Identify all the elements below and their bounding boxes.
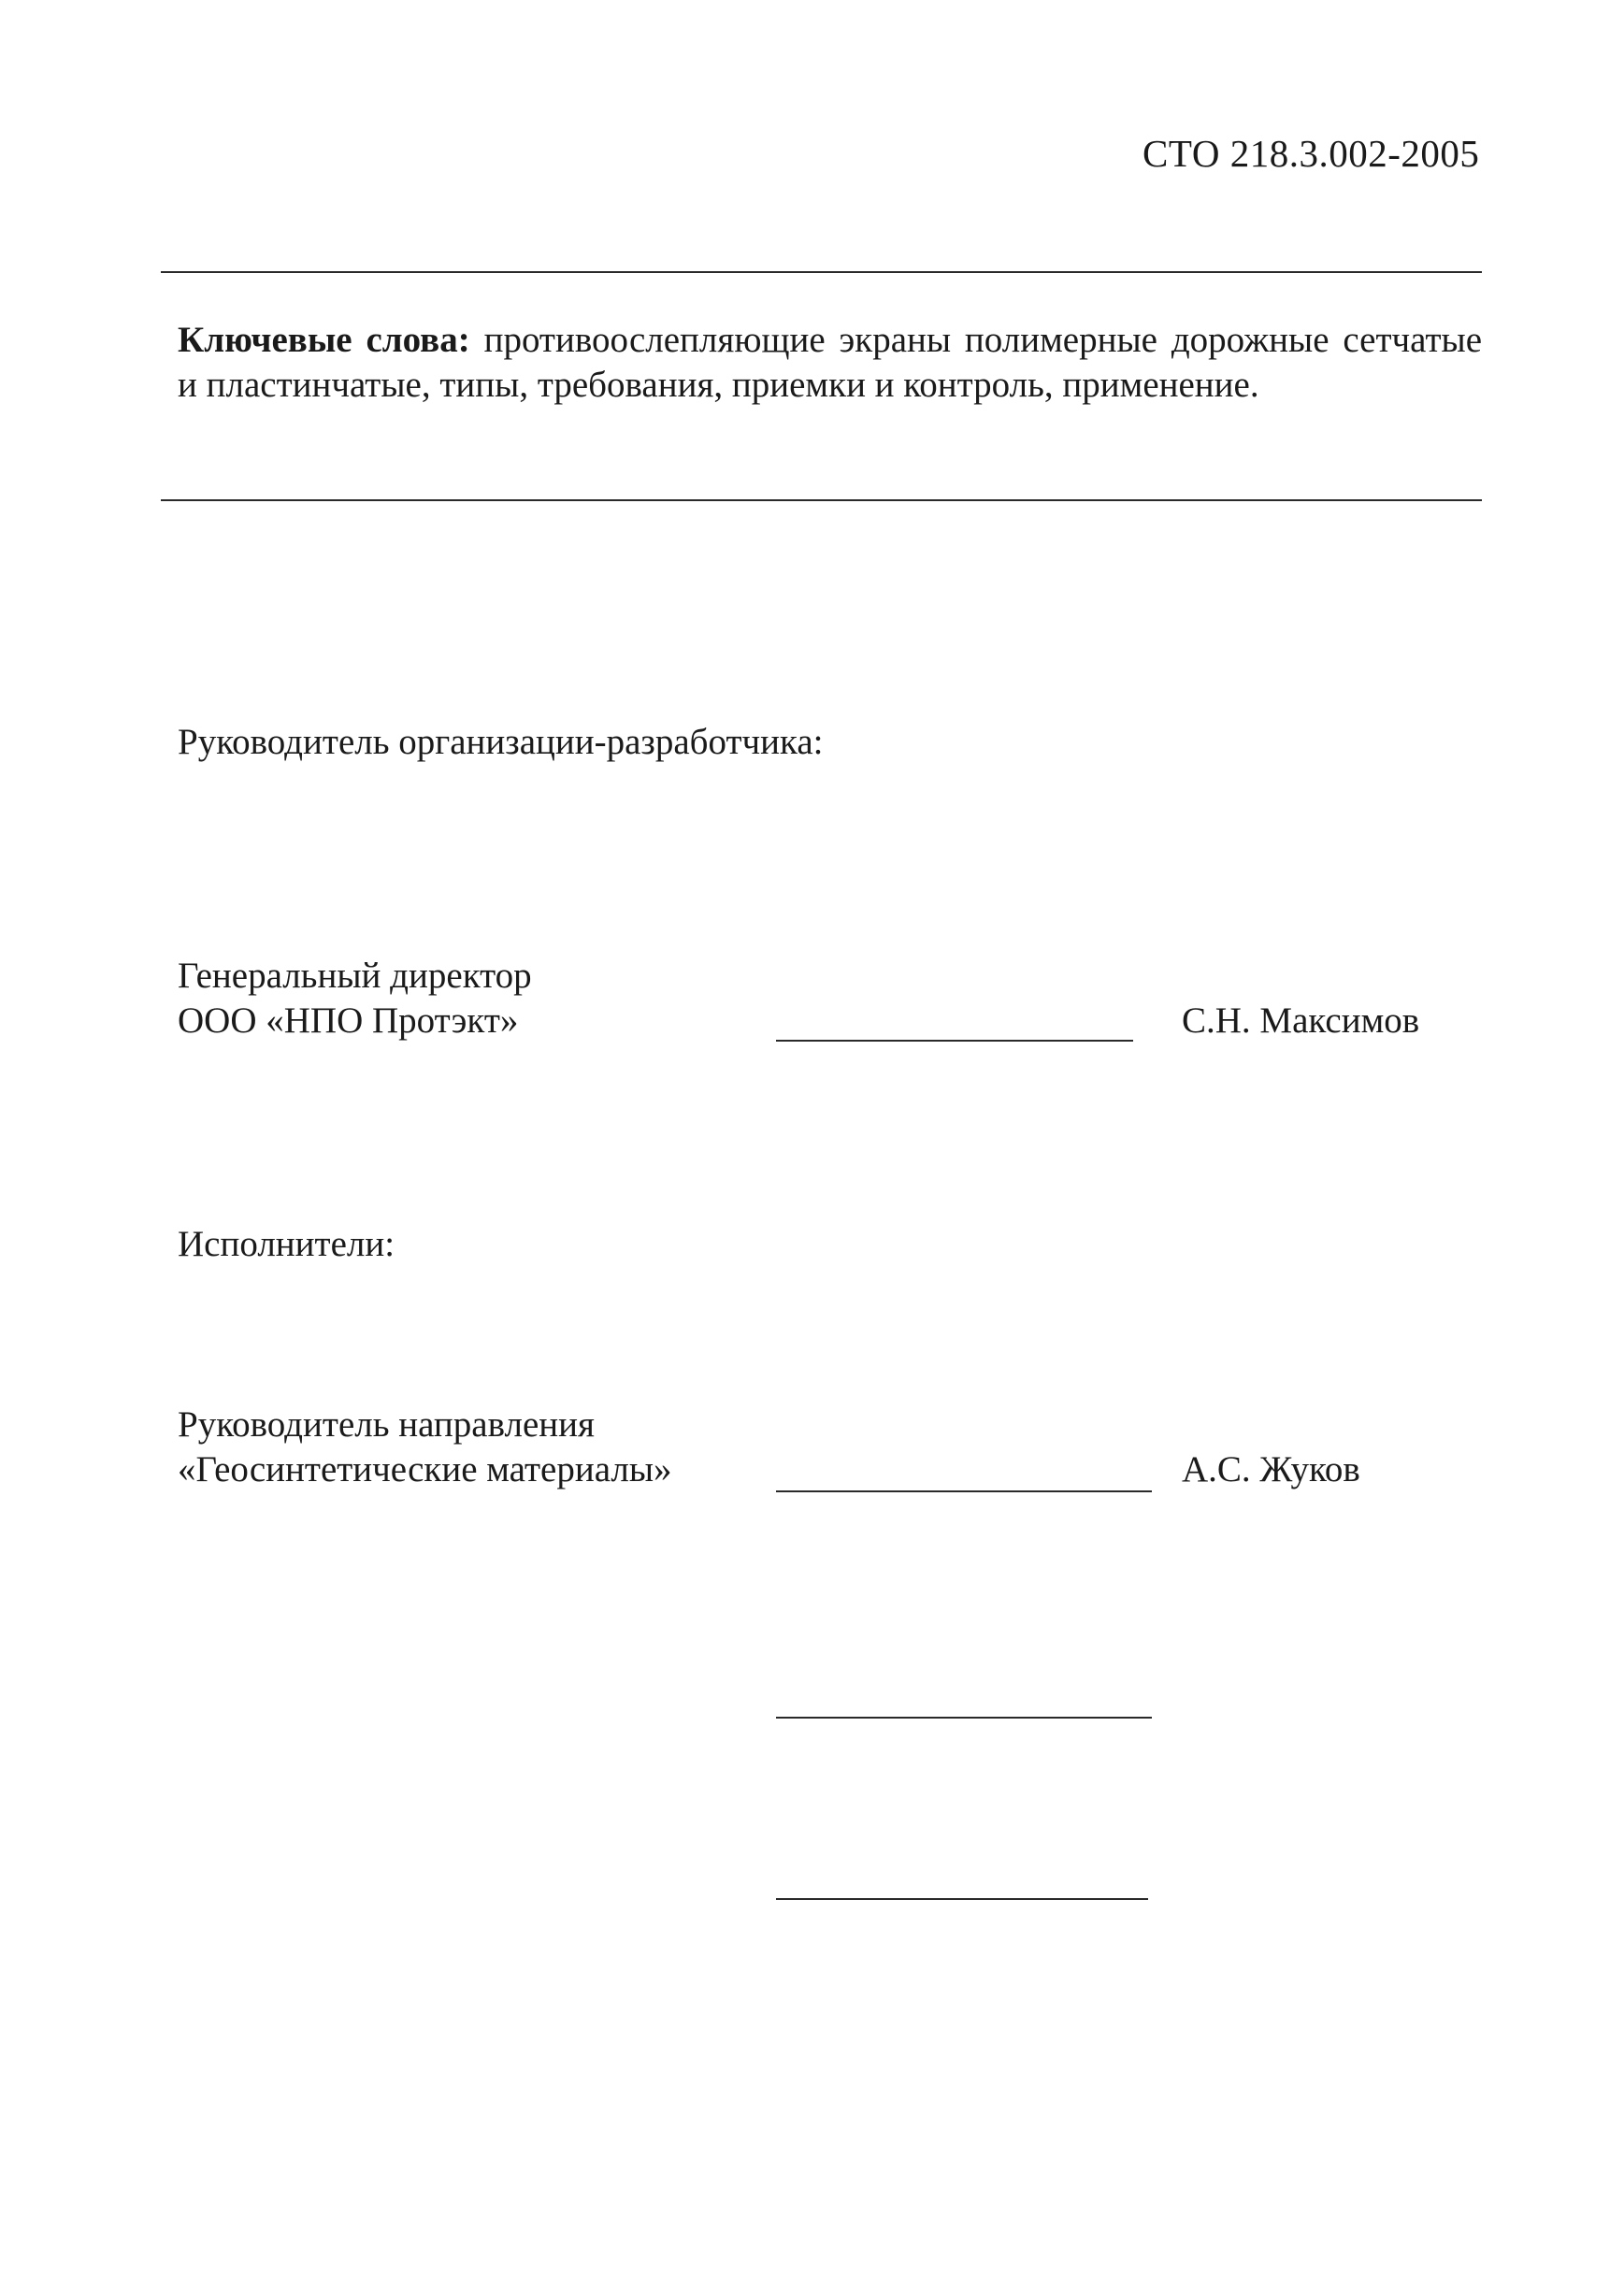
keywords-paragraph <box>178 318 1482 408</box>
developer-position-line2: ООО «НПО Протэкт» <box>178 1000 519 1041</box>
executor-signature-line <box>776 1490 1152 1492</box>
executors-heading: Исполнители: <box>178 1224 395 1264</box>
bottom-divider <box>161 499 1482 501</box>
blank-signature-line-1 <box>776 1717 1152 1719</box>
executor-name: А.С. Жуков <box>1182 1449 1360 1489</box>
blank-signature-line-2 <box>776 1898 1148 1900</box>
document-code: СТО 218.3.002-2005 <box>1143 132 1480 175</box>
developer-name: С.Н. Максимов <box>1182 1000 1420 1041</box>
keywords-label: Ключевые слова: <box>178 320 470 360</box>
developer-position-line1: Генеральный директор <box>178 956 532 996</box>
executor-position-line2: «Геосинтетические материалы» <box>178 1449 672 1489</box>
top-divider <box>161 271 1482 273</box>
executor-position-line1: Руководитель направления <box>178 1404 595 1445</box>
developer-signature-line <box>776 1040 1133 1042</box>
developer-heading: Руководитель организации-разработчика: <box>178 722 824 762</box>
keywords-text: противоослепляющие экраны полимерные дорожные сетчатые и пластинчатые, типы, требования, приемки и контроль, применение. <box>178 320 1483 405</box>
